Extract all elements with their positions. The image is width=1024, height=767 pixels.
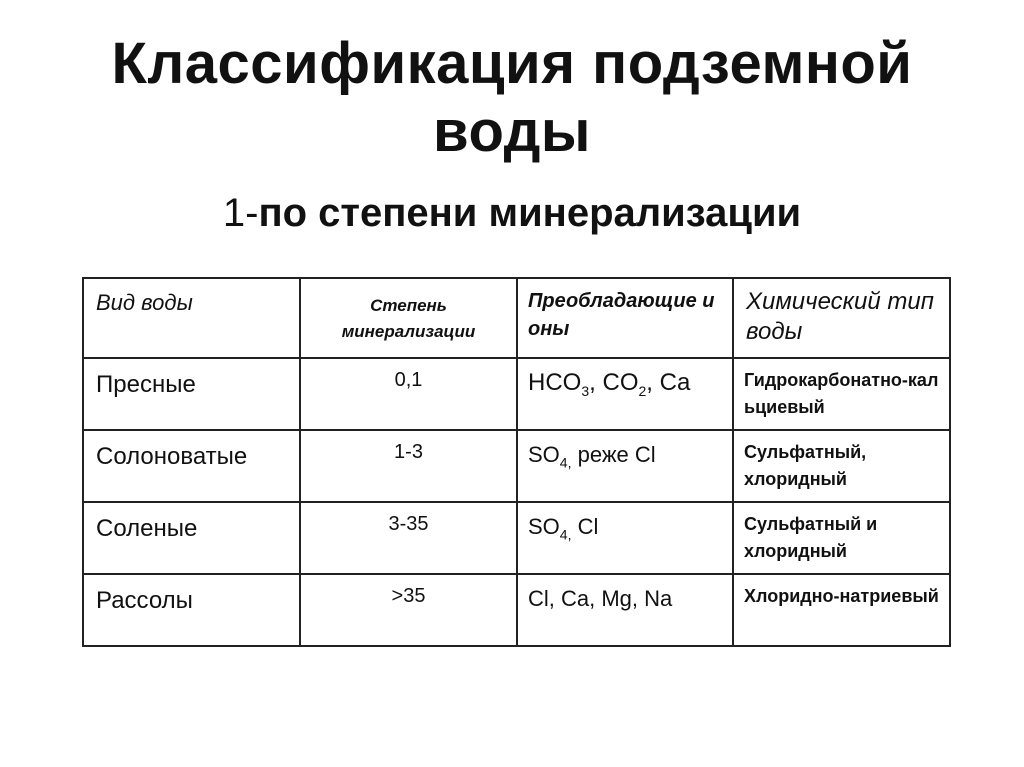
subtitle-number: 1-: [222, 191, 259, 235]
cell-ions: $HCO_3$, $CO_2$, Ca: [528, 369, 691, 399]
slide-title: [0, 30, 1024, 166]
cell-chem-type: Хлоридно-натриевый: [744, 586, 939, 606]
cell-mineralization: 0,1: [394, 369, 423, 391]
cell-kind: Пресные: [96, 371, 196, 398]
header-cell-chem-type: [733, 278, 950, 358]
header-chem-type: Химический тип воды: [746, 288, 934, 345]
slide-title-line1: Классификация подземной: [111, 31, 913, 96]
cell-kind: Солоноватые: [96, 443, 248, 470]
header-cell-ions: [517, 278, 733, 358]
classification-table: [82, 277, 951, 647]
slide-subtitle: [0, 188, 1024, 238]
table-row: [83, 358, 950, 430]
table-header-row: [83, 278, 950, 358]
cell-ions: Cl, Ca, Mg, Na: [528, 586, 673, 611]
table-row: [83, 574, 950, 646]
cell-chem-type: Сульфатный и хлоридный: [744, 514, 878, 561]
cell-mineralization: 1-3: [394, 441, 423, 463]
subtitle-text: по степени минерализации: [258, 191, 802, 235]
table-row: [83, 430, 950, 502]
cell-ions: $SO_{4,}$ Cl: [528, 514, 599, 543]
header-cell-kind: [83, 278, 300, 358]
cell-kind: Соленые: [96, 515, 198, 542]
cell-chem-type: Гидрокарбонатно-кальциевый: [744, 370, 939, 417]
cell-chem-type: Сульфатный, хлоридный: [744, 442, 867, 489]
cell-mineralization: 3-35: [388, 513, 429, 535]
cell-ions: $SO_{4,}$ реже Cl: [528, 442, 656, 471]
header-kind: Вид воды: [96, 290, 193, 315]
cell-kind: Рассолы: [96, 587, 193, 614]
header-ions: Преобладающие ионы: [528, 290, 715, 340]
table-row: [83, 502, 950, 574]
cell-mineralization: >35: [391, 585, 426, 607]
header-mineralization: Степень минерализации: [341, 296, 476, 341]
header-cell-mineralization: [300, 278, 517, 358]
slide-title-line2: воды: [433, 99, 591, 164]
